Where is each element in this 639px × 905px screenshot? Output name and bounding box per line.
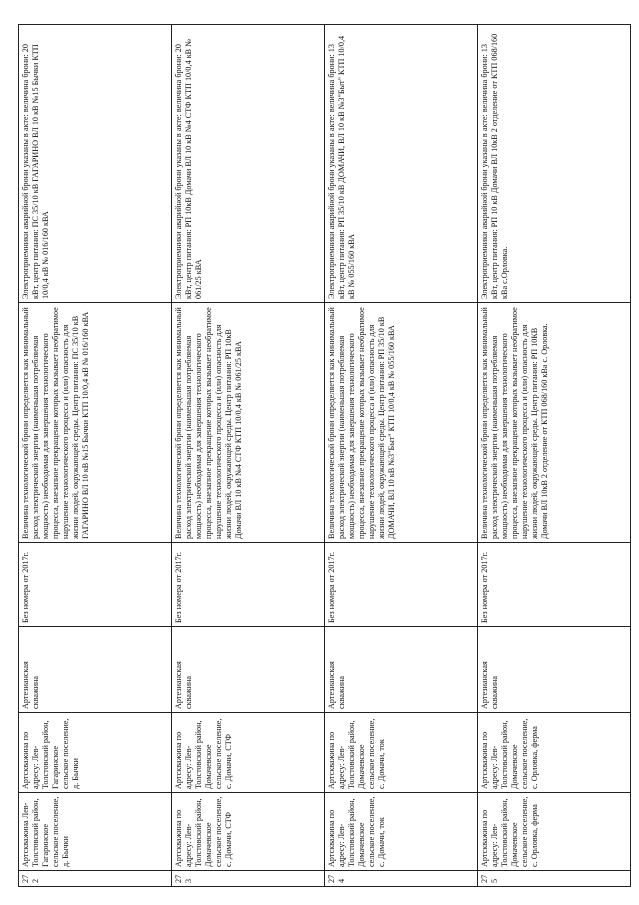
rotated-table-container [18, 25, 618, 887]
row-number: 274 [325, 871, 478, 887]
reserve-description: Величина технологической брони определяется как минимальный расход электрической энергии (наименьшая потребляемая мощность) необходимая для завершения технологического процесса, внезапное прекращение которых вызывает необратимое нарушение технологического процесса и (или) опасность для жизни людей, окружающей среды. Центр питания: ПС 35/10 кВ ГАГАРИНО ВЛ 10 кВ №15 Бычки КТП 10/0,4 кВ № 016/160 кВА [19, 303, 172, 543]
row-number: 273 [172, 871, 325, 887]
object-address: Артскважина по адресу: Лев-Толстовский район, Домачевское сельское поселение, с. Домачи, ток [325, 713, 478, 793]
reserve-values: Электроприемники аварийной брони указаны в акте: величина брони: 20 кВт, центр питания: РП 10кВ Домачи ВЛ 10 кВ №4 СТФ КТП 10/0,4 кВ № 061/25 кВА [172, 25, 325, 303]
inventory-number: Без номера от 2017г. [172, 543, 325, 627]
table-row [172, 25, 325, 887]
object-name: Артскважина Лев-Толстовский район, Гагаринское сельское поселение, д. Бычки [19, 793, 172, 871]
table-row [325, 25, 478, 887]
reserve-description: Величина технологической брони определяется как минимальный расход электрической энергии (наименьшая потребляемая мощность) необходимая для завершения технологического процесса, внезапное прекращение которых вызывает необратимое нарушение технологического процесса и (или) опасность для жизни людей, окружающей среды. Центр питания: РП 10кВ Домачи ВЛ 10 кВ №4 СТФ КТП 10/0,4 кВ № 061/25 кВА [172, 303, 325, 543]
object-address: Артскважина по адресу: Лев-Толстовский район, Домачевское сельское поселение, с. Домачи, СТФ [172, 713, 325, 793]
row-number: 272 [19, 871, 172, 887]
object-name: Артскважина по адресу: Лев-Толстовский район, Домачевское сельское поселение, с. Орловка, ферма [478, 793, 631, 871]
object-type: Артезианская скважина [478, 627, 631, 713]
table-row [19, 25, 172, 887]
object-name: Артскважина по адресу: Лев-Толстовский район, Домачевское сельское поселение, с. Домачи, ток [325, 793, 478, 871]
object-type: Артезианская скважина [172, 627, 325, 713]
object-address: Артскважина по адресу: Лев-Толстовский район, Гагаринское сельское поселение, д. Бычки [19, 713, 172, 793]
reservation-table [18, 24, 631, 887]
reserve-values: Электроприемники аварийной брони указаны в акте: величина брони: 13 кВт, центр питания: РП 10 кВ Домачи ВЛ 10кВ 2 отделение от КТП 068/160 кВа с.Орловка. [478, 25, 631, 303]
object-address: Артскважина по адресу: Лев-Толстовский район, Домачевское сельское поселение, с. Орловка, ферма [478, 713, 631, 793]
row-number: 275 [478, 871, 631, 887]
object-type: Артезианская скважина [325, 627, 478, 713]
inventory-number: Без номера от 2017г. [478, 543, 631, 627]
inventory-number: Без номера от 2017г. [325, 543, 478, 627]
object-type: Артезианская скважина [19, 627, 172, 713]
table-row [478, 25, 631, 887]
reserve-values: Электроприемники аварийной брони указаны в акте: величина брони: 13 кВт, центр питания: РП 35/10 кВ ДОМАЧИ, ВЛ 10 кВ №3"Быт" КТП 10/0,4 кВ № 055/160 кВА [325, 25, 478, 303]
reserve-description: Величина технологической брони определяется как минимальный расход электрической энергии (наименьшая потребляемая мощность) необходимая для завершения технологического процесса, внезапное прекращение которых вызывает необратимое нарушение технологического процесса и (или) опасность для жизни людей, окружающей среды. Центр питания: РП 35/10 кВ ДОМАЧИ, ВЛ 10 кВ №3"Быт" КТП 10/0,4 кВ № 055/160 кВА [325, 303, 478, 543]
reserve-values: Электроприемники аварийной брони указаны в акте: величина брони: 20 кВт, центр питания: ПС 35/10 кВ ГАГАРИНО ВЛ 10 кВ №15 Бычки КТП 10/0,4 кВ № 016/160 кВА [19, 25, 172, 303]
reserve-description: Величина технологической брони определяется как минимальный расход электрической энергии (наименьшая потребляемая мощность) необходимая для завершения технологического процесса, внезапное прекращение которых вызывает необратимое нарушение технологического процесса и (или) опасность для жизни людей, окружающей среды. Центр питания: РП 10КВ Домачи ВЛ 10кВ 2 отделение от КТП 068/160 кВа с. Орловка. [478, 303, 631, 543]
inventory-number: Без номера от 2017г. [19, 543, 172, 627]
object-name: Артскважина по адресу: Лев-Толстовский район, Домачевское сельское поселение, с. Домачи, СТФ [172, 793, 325, 871]
